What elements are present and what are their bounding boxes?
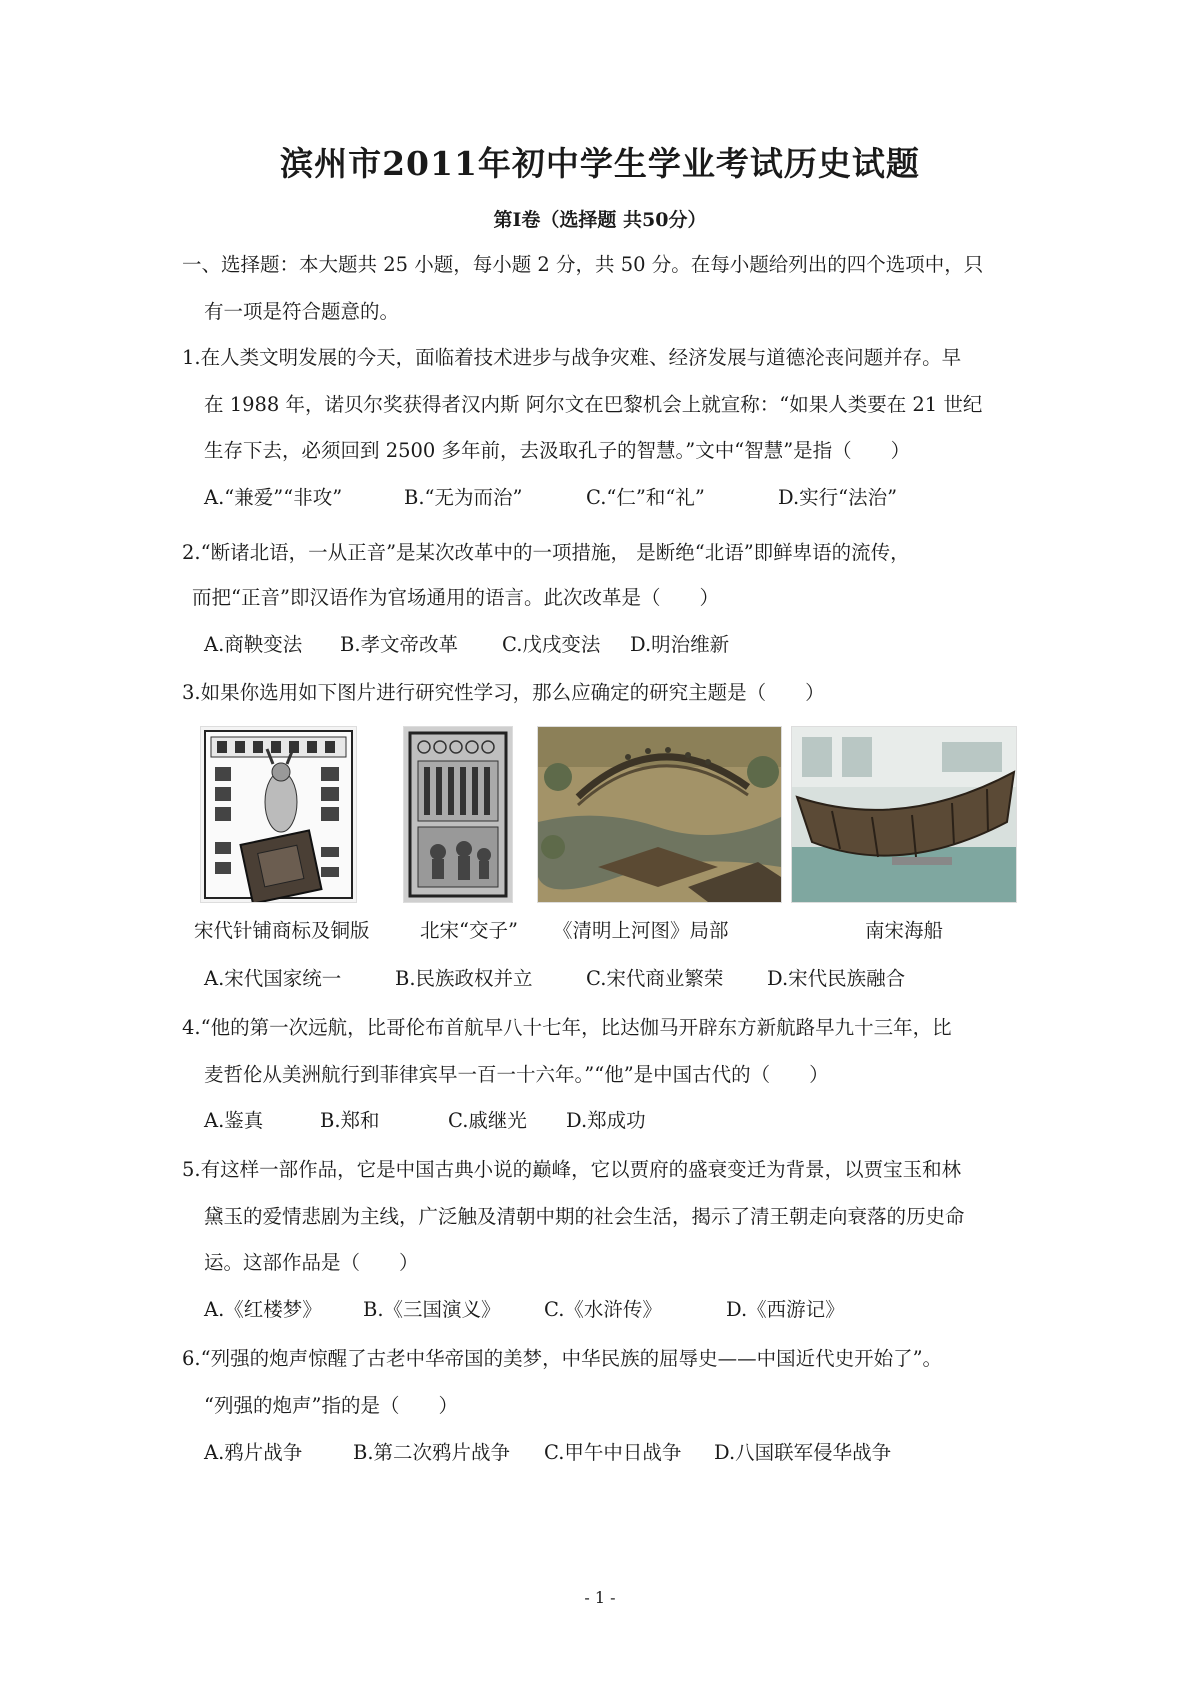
q2-option-b: B.孝文帝改革 [340, 633, 459, 656]
q5-text-line-1: 5.有这样一部作品，它是中国古典小说的巅峰，它以贾府的盛衰变迁为背景，以贾宝玉和林 [182, 1158, 962, 1181]
q4-text-line-1: 4.“他的第一次远航，比哥伦布首航早八十七年，比达伽马开辟东方新航路早九十三年，比 [182, 1016, 952, 1039]
q5-option-d: D.《西游记》 [726, 1298, 845, 1321]
q3-text-line-1: 3.如果你选用如下图片进行研究性学习，那么应确定的研究主题是（ ） [182, 681, 825, 704]
exam-title: 滨州市2011年初中学生学业考试历史试题 [280, 144, 920, 183]
q6-option-c: C.甲午中日战争 [544, 1441, 682, 1464]
q5-text-line-2: 黛玉的爱情悲剧为主线，广泛触及清朝中期的社会生活，揭示了清王朝走向衰落的历史命 [204, 1205, 965, 1228]
q5-option-b: B.《三国演义》 [363, 1298, 501, 1321]
q5-option-c: C.《水浒传》 [544, 1298, 662, 1321]
qingming-scroll-image [537, 726, 782, 903]
q1-text-line-1: 1.在人类文明发展的今天，面临着技术进步与战争灾难、经济发展与道德沦丧问题并存。早 [182, 346, 962, 369]
q3-option-d: D.宋代民族融合 [767, 967, 906, 990]
q6-text-line-2: “列强的炮声”指的是（ ） [204, 1394, 458, 1417]
q2-option-d: D.明治维新 [630, 633, 730, 656]
q2-text-line-2: 而把“正音”即汉语作为官场通用的语言。此次改革是（ ） [192, 586, 719, 609]
caption-trademark: 宋代针铺商标及铜版 [194, 919, 370, 942]
q3-option-c: C.宋代商业繁荣 [586, 967, 724, 990]
q6-option-b: B.第二次鸦片战争 [353, 1441, 511, 1464]
instructions-line-2: 有一项是符合题意的。 [204, 300, 400, 323]
q4-option-b: B.郑和 [320, 1109, 380, 1132]
q1-option-b: B.“无为而治” [404, 486, 523, 509]
q6-option-a: A.鸦片战争 [204, 1441, 303, 1464]
q4-text-line-2: 麦哲伦从美洲航行到菲律宾早一百一十六年。”“他”是中国古代的（ ） [204, 1063, 829, 1086]
instructions-line-1: 一、选择题：本大题共 25 小题，每小题 2 分，共 50 分。在每小题给列出的四个选项中，只 [182, 253, 984, 276]
q6-option-d: D.八国联军侵华战争 [714, 1441, 892, 1464]
q5-option-a: A.《红楼梦》 [204, 1298, 322, 1321]
needle-shop-trademark-image [200, 726, 357, 903]
q3-option-b: B.民族政权并立 [395, 967, 533, 990]
jiaozi-paper-money-image [403, 726, 513, 903]
q2-option-a: A.商鞅变法 [204, 633, 303, 656]
q1-text-line-3: 生存下去，必须回到 2500 多年前，去汲取孔子的智慧。”文中“智慧”是指（ ） [204, 439, 911, 462]
q4-option-a: A.鉴真 [204, 1109, 264, 1132]
q1-text-line-2: 在 1988 年，诺贝尔奖获得者汉内斯 阿尔文在巴黎机会上就宣称：“如果人类要在 21 世纪 [204, 393, 983, 416]
q5-text-line-3: 运。这部作品是（ ） [204, 1251, 419, 1274]
caption-ship: 南宋海船 [865, 919, 944, 942]
page-number: - 1 - [584, 1588, 616, 1607]
caption-jiaozi: 北宋“交子” [420, 919, 518, 942]
q4-option-c: C.戚继光 [448, 1109, 527, 1132]
q4-option-d: D.郑成功 [566, 1109, 646, 1132]
section-subtitle: 第Ⅰ卷（选择题 共50分） [493, 209, 707, 231]
q1-option-c: C.“仁”和“礼” [586, 486, 705, 509]
caption-qingming: 《清明上河图》局部 [553, 919, 729, 942]
q2-text-line-1: 2.“断诸北语，一从正音”是某次改革中的一项措施， 是断绝“北语”即鲜卑语的流传， [182, 541, 910, 564]
q2-option-c: C.戊戌变法 [502, 633, 601, 656]
q3-option-a: A.宋代国家统一 [204, 967, 342, 990]
q6-text-line-1: 6.“列强的炮声惊醒了古老中华帝国的美梦，中华民族的屈辱史——中国近代史开始了”。 [182, 1347, 943, 1370]
q1-option-a: A.“兼爱”“非攻” [204, 486, 343, 509]
song-ship-image [791, 726, 1017, 903]
q1-option-d: D.实行“法治” [778, 486, 898, 509]
